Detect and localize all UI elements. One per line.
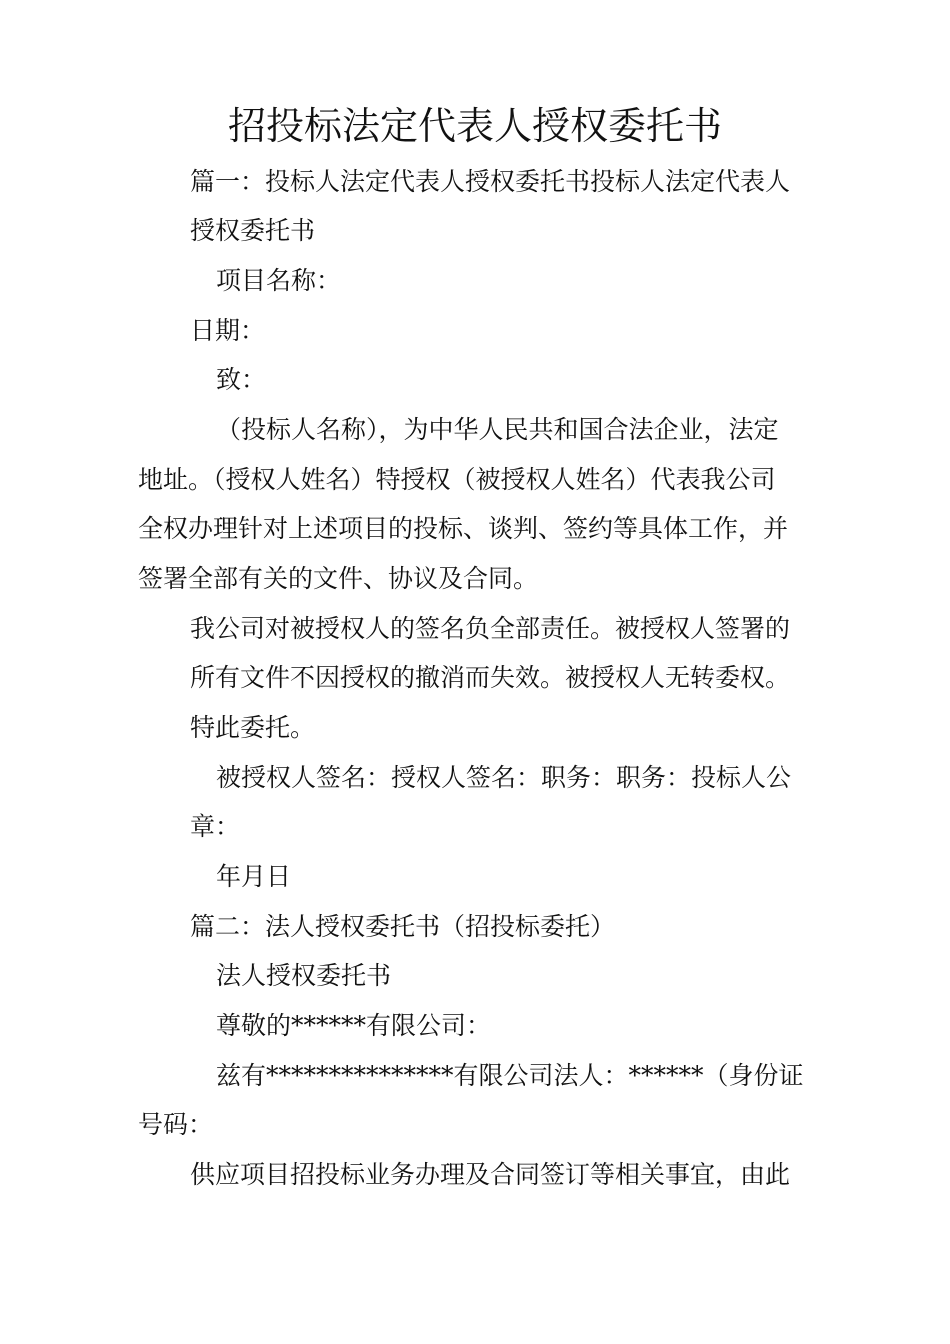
document-title: 招投标法定代表人授权委托书 — [227, 104, 722, 148]
text-line-17: 法人授权委托书 — [216, 961, 392, 990]
text-line-9: 签署全部有关的文件、协议及合同。 — [138, 564, 539, 593]
text-line-16: 篇二：法人授权委托书（招投标委托） — [190, 912, 616, 941]
text-line-19: 兹有***************有限公司法人：******（身份证 — [216, 1061, 804, 1090]
text-line-18: 尊敬的******有限公司： — [216, 1011, 492, 1040]
text-line-8: 全权办理针对上述项目的投标、谈判、签约等具体工作，并 — [138, 514, 789, 543]
text-line-21: 供应项目招投标业务办理及合同签订等相关事宜，由此 — [190, 1160, 791, 1189]
text-line-6: （投标人名称），为中华人民共和国合法企业，法定 — [216, 415, 779, 444]
text-line-5: 致： — [216, 365, 267, 394]
text-line-15: 年月日 — [216, 862, 292, 891]
text-line-4: 日期： — [190, 316, 266, 345]
text-line-13: 被授权人签名：授权人签名：职务：职务：投标人公 — [216, 763, 792, 792]
text-line-7: 地址。（授权人姓名）特授权（被授权人姓名）代表我公司 — [138, 465, 776, 494]
text-line-3: 项目名称： — [216, 266, 342, 295]
text-line-1: 篇一：投标人法定代表人授权委托书投标人法定代表人 — [190, 167, 791, 196]
text-line-11: 所有文件不因授权的撤消而失效。被授权人无转委权。 — [190, 663, 791, 692]
text-line-2: 授权委托书 — [190, 216, 316, 245]
text-line-20: 号码： — [138, 1110, 214, 1139]
text-line-12: 特此委托。 — [190, 713, 316, 742]
text-line-10: 我公司对被授权人的签名负全部责任。被授权人签署的 — [190, 614, 791, 643]
text-line-14: 章： — [190, 812, 241, 841]
